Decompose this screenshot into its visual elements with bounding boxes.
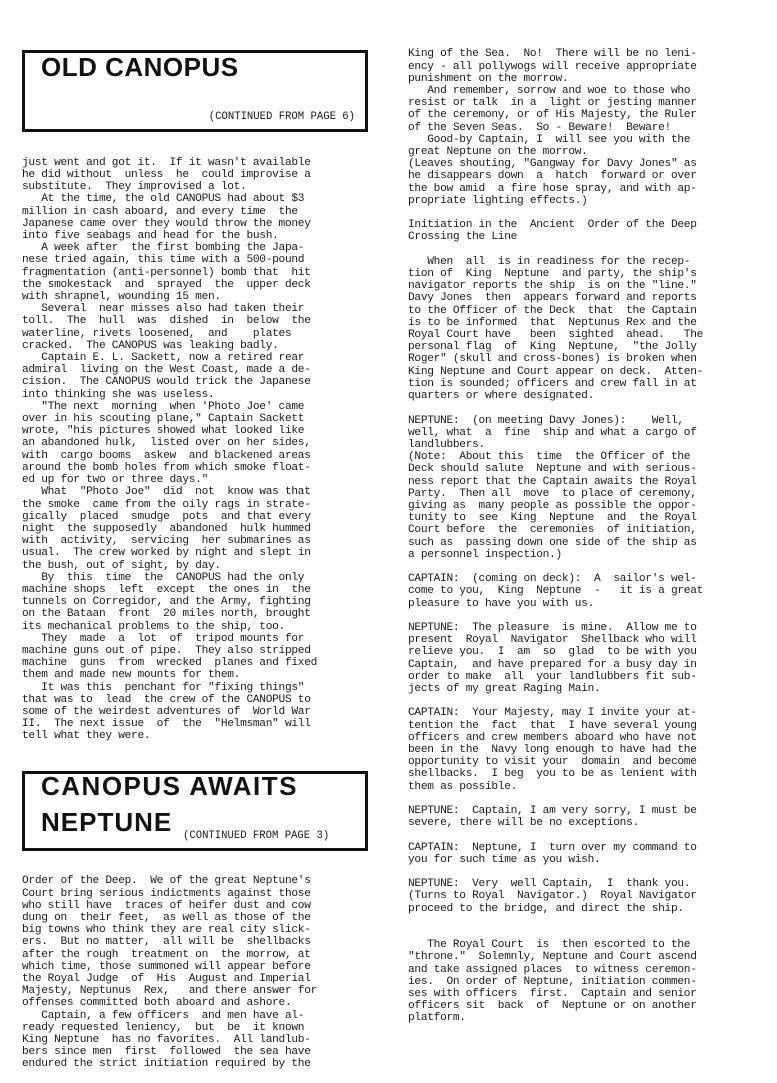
- left-column: [22, 26, 372, 1083]
- canopus-awaits-neptune-body-right: King of the Sea. No! There will be no leni- ency - all pollywogs will receive appropriate punishment on the morrow. And remember, sorrow and woe to those who resist or talk in a light or jesting manner of the ceremony, or of His Majesty, the Ruler of the Seven Seas. So - Beware! Beware! Good-by Captain, I will see you with the great Neptune on the morrow. (Leaves shouting, "Gangway for Davy Jones" as he disappears down a hatch forward or over the bow amid a fire hose spray, and with ap- propriate lighting effects.) Initiation in the Ancient Order of the Deep Crossing the Line When all is in readiness for the recep- tion of King Neptune and party, the ship's navigator reports the ship is on the "line." Davy Jones then appears forward and reports to the Officer of the Deck that the Captain is to be informed that Neptunus Rex and the Royal Court have been sighted ahead. The personal flag of King Neptune, "the Jolly Roger" (skull and cross-bones) is broken when King Neptune and Court appear on deck. Atten- tion is sounded; officers and crew fall in at quarters or where designated. NEPTUNE: (on meeting Davy Jones): Well, well, what a fine ship and what a cargo of landlubbers. (Note: About this time the Officer of the Deck should salute Neptune and with serious- ness report that the Captain awaits the Royal Party. Then all move to place of ceremony, giving as many people as possible the oppor- tunity to see King Neptune and the Royal Court before the ceremonies of initiation, such as passing down one side of the ship as a personnel inspection.) CAPTAIN: (coming on deck): A sailor's wel- come to you, King Neptune - it is a great pleasure to have you with us. NEPTUNE: The pleasure is mine. Allow me to present Royal Navigator Shellback who will relieve you. I am so glad to be with you Captain, and have prepared for a busy day in order to make all your landlubbers fit sub- jects of my great Raging Main. CAPTAIN: Your Majesty, may I invite your at- tention the fact that I have several young officers and crew members aboard who have not been in the Navy long enough to have had the opportunity to visit your domain and become shellbacks. I beg you to be as lenient with them as possible. NEPTUNE: Captain, I am very sorry, I must be severe, there will be no exceptions. CAPTAIN: Neptune, I turn over my command to you for such time as you wish. NEPTUNE: Very well Captain, I thank you. (Turns to Royal Navigator.) Royal Navigator proceed to the bridge, and direct the ship. The Royal Court is then escorted to the "throne." Solemnly, Neptune and Court ascend and take assigned places to witness ceremon- ies. On order of Neptune, initiation commen- ses with officers first. Captain and senior officers sit back of Neptune or on another platform.: [408, 48, 704, 1025]
- old-canopus-header-box: [22, 50, 368, 132]
- old-canopus-title: OLD CANOPUS: [41, 52, 239, 83]
- old-canopus-continued-note: (CONTINUED FROM PAGE 6): [208, 111, 355, 124]
- right-column: [408, 24, 758, 1037]
- canopus-awaits-neptune-title-line2: NEPTUNE: [41, 806, 173, 837]
- canopus-awaits-neptune-header-box: [22, 771, 368, 851]
- canopus-awaits-neptune-continued-note: (CONTINUED FROM PAGE 3): [183, 829, 330, 842]
- canopus-awaits-neptune-title-line1: CANOPUS AWAITS: [41, 770, 298, 801]
- old-canopus-body: just went and got it. If it wasn't available he did without unless he could improvise a substitute. They improvised a lot. At the time, the old CANOPUS had about $3 million in cash aboard, and every time the Japanese came over they would throw the money into five seabags and head for the bush. A week after the first bombing the Japa- nese tried again, this time with a 500-pound fragmentation (anti-personnel) bomb that hit the smokestack and sprayed the upper deck with shrapnel, wounding 15 men. Several near misses also had taken their toll. The hull was dished in below the waterline, rivets loosened, and plates cracked. The CANOPUS was leaking badly. Captain E. L. Sackett, now a retired rear admiral living on the West Coast, made a de- cision. The CANOPUS would trick the Japanese into thinking she was useless. "The next morning when 'Photo Joe' came over in his scouting plane," Captain Sackett wrote, "his pictures showed what looked like an abandoned hulk, listed over on her sides, with cargo booms askew and blackened areas around the bomb holes from which smoke float- ed up for two or three days." What "Photo Joe" did not know was that the smoke came from the oily rags in strate- gically placed smudge pots and that every night the supposedly abandoned hulk hummed with activity, servicing her submarines as usual. The crew worked by night and slept in the bush, out of sight, by day. By this time the CANOPUS had the only machine shops left except the ones in the tunnels on Corregidor, and the Army, fighting on the Bataan front 20 miles north, brought its mechanical problems to the ship, too. They made a lot of tripod mounts for machine guns out of pipe. They also stripped machine guns from wrecked planes and fixed them and made new mounts for them. It was this penchant for "fixing things" that was to lead the crew of the CANOPUS to some of the weirdest adventures of World War II. The next issue of the "Helmsman" will tell what they were.: [22, 156, 318, 743]
- canopus-awaits-neptune-body-left: Order of the Deep. We of the great Neptune's Court bring serious indictments against those who still have traces of heifer dust and cow dung on their feet, as well as those of the big towns who think they are real city slick- ers. But no matter, all will be shellbacks after the rough treatment on the morrow, at which time, those summoned will appear before the Royal Judge of His August and Imperial Majesty, Neptunus Rex, and there answer for offenses committed both aboard and ashore. Captain, a few officers and men have al- ready requested leniency, but be it known King Neptune has no favorites. All landlub- bers since men first followed the sea have endured the strict initiation required by the: [22, 875, 318, 1071]
